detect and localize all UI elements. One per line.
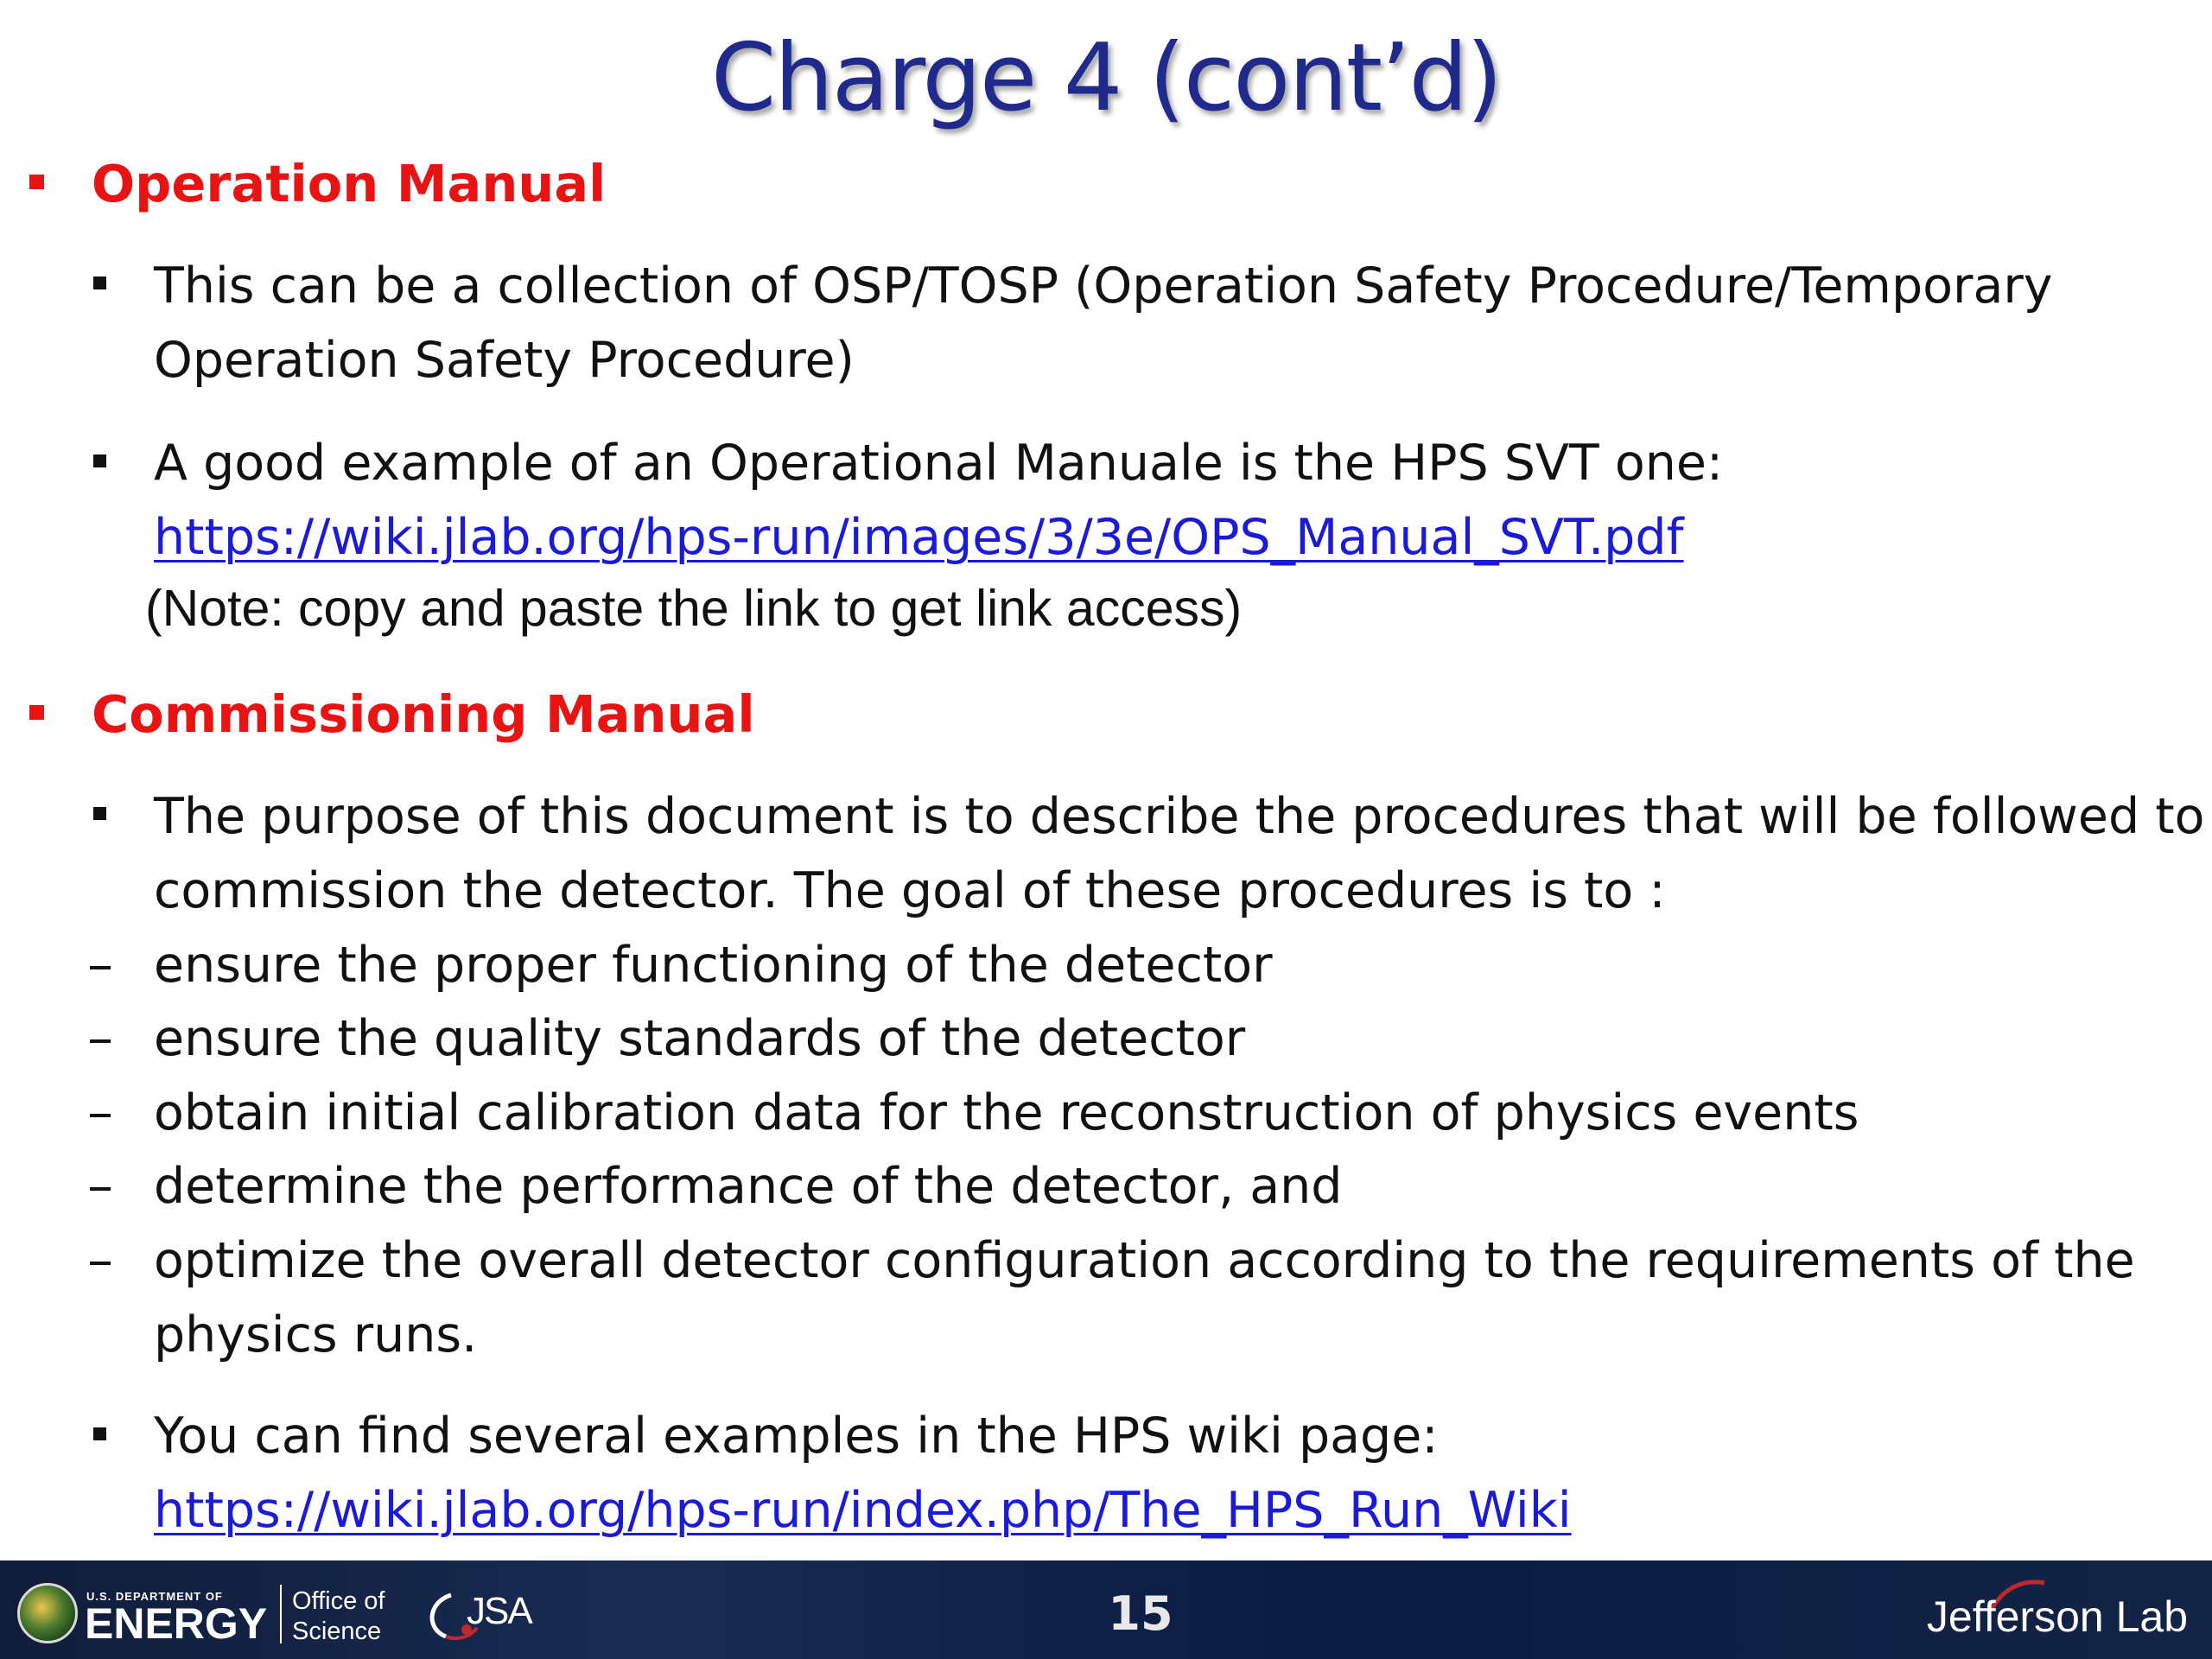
jefferson-lab-logo-text: Jefferson Lab [1926, 1592, 2188, 1641]
bullet-text: This can be a collection of OSP/TOSP (Operation Safety Procedure/Temporary [154, 257, 2053, 315]
square-bullet [93, 454, 106, 467]
logo-divider [280, 1585, 282, 1643]
ops-manual-svt-link[interactable]: https://wiki.jlab.org/hps-run/images/3/3e/OPS_Manual_SVT.pdf [154, 509, 1684, 566]
office-of-science-label [292, 1586, 385, 1647]
bullet-text: commission the detector. The goal of these procedures is to : [154, 862, 1666, 919]
jsa-logo-text: JSA [467, 1590, 531, 1632]
slide-title: Charge 4 (cont’d) [710, 24, 1502, 132]
doe-department-label: U.S. DEPARTMENT OF [86, 1590, 223, 1603]
section-heading-commissioning-manual: Commissioning Manual [92, 684, 755, 744]
dash-item: obtain initial calibration data for the reconstruction of physics events [154, 1084, 1859, 1141]
bullet-text: Operation Safety Procedure) [154, 332, 855, 389]
doe-seal-icon [17, 1583, 78, 1643]
square-bullet [93, 1427, 106, 1440]
bullet-text: The purpose of this document is to describe the procedures that will be followed to [154, 788, 2205, 845]
bullet-text: You can find several examples in the HPS wiki page: [154, 1408, 1439, 1465]
dash-bullet [90, 1114, 111, 1117]
dash-item: determine the performance of the detector, and [154, 1158, 1343, 1215]
dash-item-continuation: physics runs. [154, 1306, 478, 1363]
bullet-text: A good example of an Operational Manuale is the HPS SVT one: [154, 435, 1724, 492]
footer-bar [0, 1560, 2212, 1659]
office-line: Science [292, 1617, 382, 1645]
note-text: (Note: copy and paste the link to get link access) [145, 580, 1243, 637]
red-square-bullet [29, 705, 44, 720]
dash-bullet [90, 1262, 111, 1265]
office-line: Office of [292, 1587, 385, 1615]
square-bullet [93, 276, 106, 289]
dash-bullet [90, 1039, 111, 1043]
doe-energy-logo: ENERGY [85, 1599, 268, 1648]
hps-run-wiki-link[interactable]: https://wiki.jlab.org/hps-run/index.php/The_HPS_Run_Wiki [154, 1482, 1572, 1539]
dash-bullet [90, 1187, 111, 1191]
dash-item: ensure the proper functioning of the detector [154, 937, 1273, 994]
dash-bullet [90, 966, 111, 969]
square-bullet [93, 807, 106, 820]
section-heading-operation-manual: Operation Manual [92, 154, 607, 213]
dash-item: ensure the quality standards of the detector [154, 1010, 1246, 1067]
red-square-bullet [29, 175, 44, 189]
dash-item: optimize the overall detector configuration according to the requirements of the [154, 1232, 2135, 1289]
page-number: 15 [1108, 1586, 1173, 1641]
